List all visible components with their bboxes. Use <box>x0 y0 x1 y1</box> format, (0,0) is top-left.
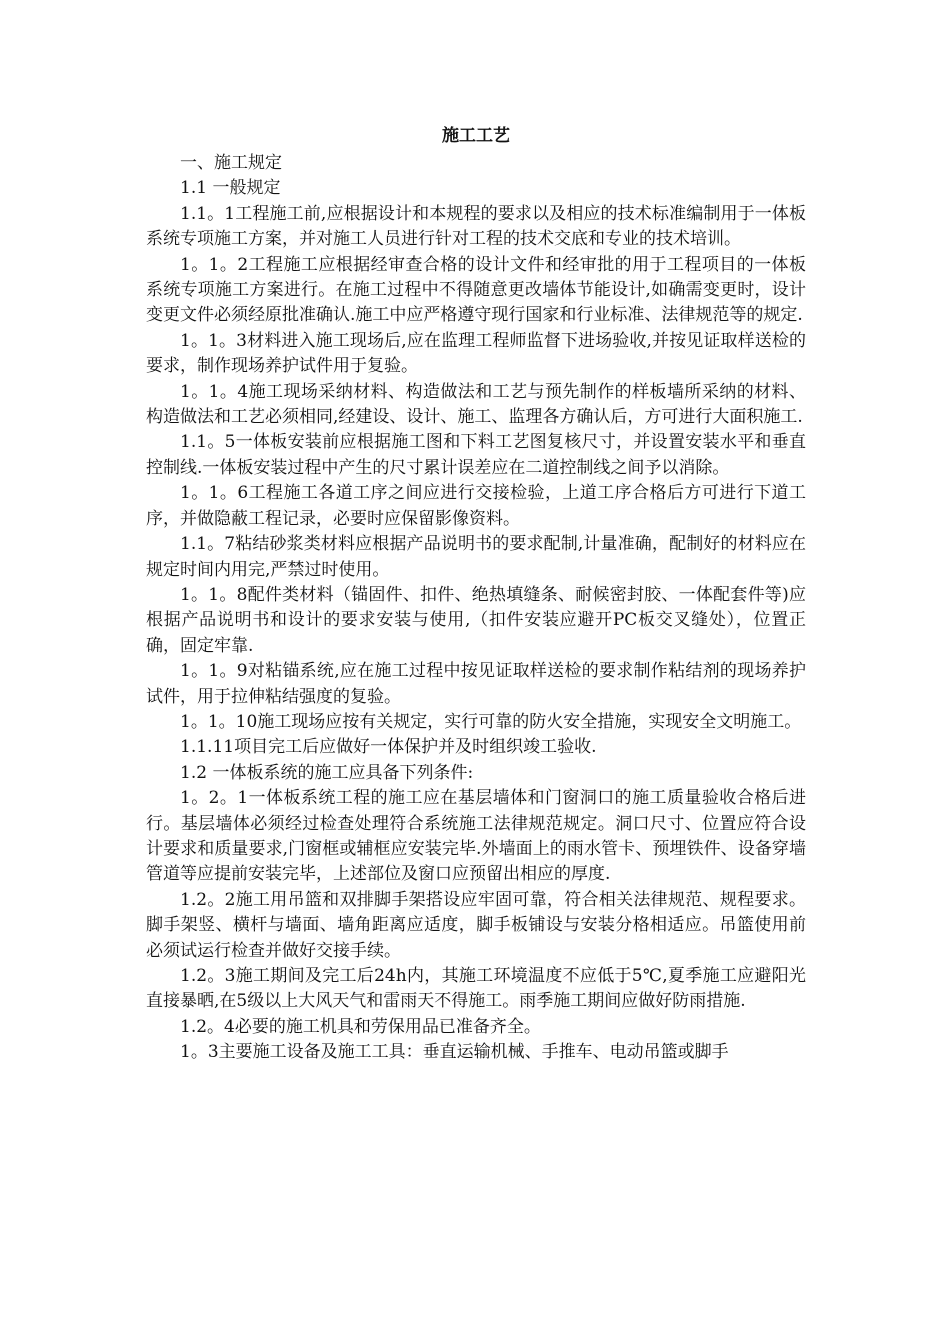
paragraph-1-3: 1。3主要施工设备及施工工具：垂直运输机械、手推车、电动吊篮或脚手 <box>180 1042 729 1063</box>
paragraph-1-1-3: 1。1。3材料进入施工现场后,应在监理工程师监督下进场验收,并按见证取样送检的要求，制作现场养护试件用于复验。 <box>146 330 806 377</box>
paragraph-1-2-2: 1.2。2施工用吊篮和双排脚手架搭设应牢固可靠，符合相关法律规范、规程要求。脚手架竖、横杆与墙面、墙角距离应适度，脚手板铺设与安装分格相适应。吊篮使用前必须试运行检查并做好交接手续。 <box>146 889 806 961</box>
section-heading: 一、施工规定 <box>180 153 282 173</box>
paragraph-1-2-4: 1.2。4必要的施工机具和劳保用品已准备齐全。 <box>180 1016 541 1037</box>
paragraph-1-1-2: 1。1。2工程施工应根据经审查合格的设计文件和经审批的用于工程项目的一体板系统专项施工方案进行。在施工过程中不得随意更改墙体节能设计,如确需变更时，设计变更文件必须经原批准确认.施工中应严格遵守现行国家和行业标准、法律规范等的规定. <box>146 254 806 326</box>
paragraph-1-1-6: 1。1。6工程施工各道工序之间应进行交接检验，上道工序合格后方可进行下道工序，并做隐蔽工程记录，必要时应保留影像资料。 <box>146 483 806 529</box>
paragraph-1-1-8: 1。1。8配件类材料（锚固件、扣件、绝热填缝条、耐候密封胶、一体配套件等)应根据产品说明书和设计的要求安装与使用,（扣件安装应避开PC板交叉缝处），位置正确，固定牢靠. <box>146 584 806 656</box>
subsection-heading: 1.1 一般规定 <box>180 178 281 199</box>
paragraph-1-2-3: 1.2。3施工期间及完工后24h内，其施工环境温度不应低于5℃,夏季施工应避阳光直接暴晒,在5级以上大风天气和雷雨天不得施工。雨季施工期间应做好防雨措施. <box>146 966 806 1012</box>
paragraph-1-1-5: 1.1。5一体板安装前应根据施工图和下料工艺图复核尺寸，并设置安装水平和垂直控制线.一体板安装过程中产生的尺寸累计误差应在二道控制线之间予以消除。 <box>146 432 806 478</box>
document-title: 施工工艺 <box>442 126 510 146</box>
paragraph-1-2-1: 1。2。1一体板系统工程的施工应在基层墙体和门窗洞口的施工质量验收合格后进行。基层墙体必须经过检查处理符合系统施工法律规范规定。洞口尺寸、位置应符合设计要求和质量要求,门窗框或辅框应安装完毕.外墙面上的雨水管卡、预埋铁件、设备穿墙管道等应提前安装完毕，上述部位及窗口应预留出相应的厚度. <box>146 788 806 885</box>
paragraph-1-1-10: 1。1。10施工现场应按有关规定，实行可靠的防火安全措施，实现安全文明施工。 <box>180 711 802 732</box>
paragraph-1-1-9: 1。1。9对粘锚系统,应在施工过程中按见证取样送检的要求制作粘结剂的现场养护试件，用于拉伸粘结强度的复验。 <box>146 661 806 707</box>
paragraph-1-1-1: 1.1。1工程施工前,应根据设计和本规程的要求以及相应的技术标准编制用于一体板系统专项施工方案，并对施工人员进行针对工程的技术交底和专业的技术培训。 <box>146 203 806 250</box>
document-page <box>146 122 806 1066</box>
subsection-heading: 1.2 一体板系统的施工应具备下列条件: <box>180 762 474 783</box>
paragraph-1-1-4: 1。1。4施工现场采纳材料、构造做法和工艺与预先制作的样板墙所采纳的材料、构造做法和工艺必须相同,经建设、设计、施工、监理各方确认后，方可进行大面积施工. <box>146 381 806 428</box>
paragraph-1-1-11: 1.1.11项目完工后应做好一体保护并及时组织竣工验收. <box>180 737 597 758</box>
paragraph-1-1-7: 1.1。7粘结砂浆类材料应根据产品说明书的要求配制,计量准确，配制好的材料应在规定时间内用完,严禁过时使用。 <box>146 534 806 580</box>
